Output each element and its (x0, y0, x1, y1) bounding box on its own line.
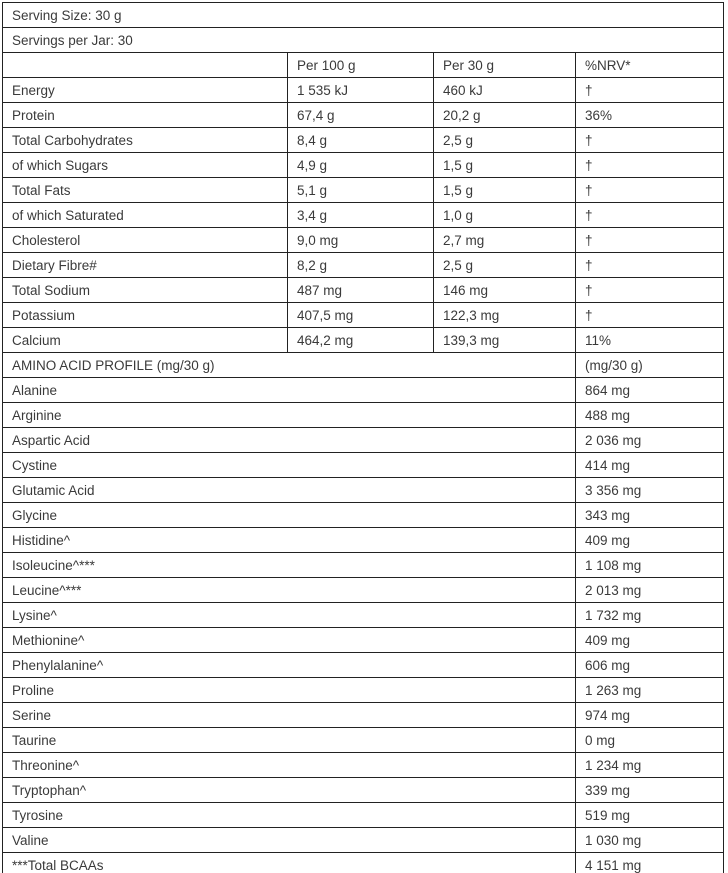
amino-section-title: AMINO ACID PROFILE (mg/30 g) (3, 353, 576, 378)
per100-value: 5,1 g (288, 178, 434, 203)
amino-section-header-row (3, 353, 724, 378)
amino-name: Phenylalanine^ (3, 653, 576, 678)
table-row (3, 403, 724, 428)
per100-value: 464,2 mg (288, 328, 434, 353)
table-row (3, 303, 724, 328)
amino-name: Isoleucine^*** (3, 553, 576, 578)
amino-value: 409 mg (576, 628, 724, 653)
nutrient-name: Protein (3, 103, 288, 128)
table-row (3, 753, 724, 778)
amino-value: 1 263 mg (576, 678, 724, 703)
per30-value: 2,5 g (434, 128, 576, 153)
nrv-value: † (576, 253, 724, 278)
nutrient-name: Total Sodium (3, 278, 288, 303)
amino-name: Aspartic Acid (3, 428, 576, 453)
amino-name: Tyrosine (3, 803, 576, 828)
table-row (3, 553, 724, 578)
column-header-per30: Per 30 g (434, 53, 576, 78)
table-row (3, 478, 724, 503)
servings-per-jar-label: Servings per Jar: 30 (3, 28, 724, 53)
table-row (3, 828, 724, 853)
per30-value: 122,3 mg (434, 303, 576, 328)
table-row (3, 603, 724, 628)
nrv-value: † (576, 78, 724, 103)
per100-value: 4,9 g (288, 153, 434, 178)
nrv-value: 36% (576, 103, 724, 128)
per100-value: 407,5 mg (288, 303, 434, 328)
table-row (3, 678, 724, 703)
amino-value: 1 234 mg (576, 753, 724, 778)
amino-value: 519 mg (576, 803, 724, 828)
amino-value: 606 mg (576, 653, 724, 678)
amino-name: Tryptophan^ (3, 778, 576, 803)
column-header-row (3, 53, 724, 78)
amino-value: 1 108 mg (576, 553, 724, 578)
nrv-value: † (576, 203, 724, 228)
nutrition-facts-table (2, 2, 724, 873)
per30-value: 2,5 g (434, 253, 576, 278)
nutrient-name: Energy (3, 78, 288, 103)
nutrient-name: Dietary Fibre# (3, 253, 288, 278)
amino-value: 3 356 mg (576, 478, 724, 503)
amino-value: 1 732 mg (576, 603, 724, 628)
table-row (3, 378, 724, 403)
amino-value: 339 mg (576, 778, 724, 803)
servings-per-jar-row (3, 28, 724, 53)
amino-name: Methionine^ (3, 628, 576, 653)
amino-value: 974 mg (576, 703, 724, 728)
amino-value: 343 mg (576, 503, 724, 528)
per30-value: 1,5 g (434, 153, 576, 178)
per30-value: 460 kJ (434, 78, 576, 103)
per30-value: 146 mg (434, 278, 576, 303)
amino-name: ***Total BCAAs (3, 853, 576, 873)
serving-size-label: Serving Size: 30 g (3, 3, 724, 28)
table-row (3, 203, 724, 228)
table-row (3, 103, 724, 128)
table-row (3, 278, 724, 303)
per30-value: 20,2 g (434, 103, 576, 128)
amino-value: 414 mg (576, 453, 724, 478)
per100-value: 67,4 g (288, 103, 434, 128)
amino-section-unit: (mg/30 g) (576, 353, 724, 378)
per100-value: 8,4 g (288, 128, 434, 153)
amino-name: Arginine (3, 403, 576, 428)
table-row (3, 78, 724, 103)
nutrient-name: Calcium (3, 328, 288, 353)
table-row (3, 428, 724, 453)
table-row (3, 728, 724, 753)
amino-value: 0 mg (576, 728, 724, 753)
amino-name: Lysine^ (3, 603, 576, 628)
nutrient-name: Total Fats (3, 178, 288, 203)
column-header-blank (3, 53, 288, 78)
nrv-value: † (576, 153, 724, 178)
nrv-value: † (576, 128, 724, 153)
amino-value: 864 mg (576, 378, 724, 403)
amino-name: Proline (3, 678, 576, 703)
amino-name: Threonine^ (3, 753, 576, 778)
column-header-nrv: %NRV* (576, 53, 724, 78)
nrv-value: 11% (576, 328, 724, 353)
per30-value: 2,7 mg (434, 228, 576, 253)
amino-name: Alanine (3, 378, 576, 403)
table-row (3, 628, 724, 653)
per100-value: 3,4 g (288, 203, 434, 228)
amino-name: Glutamic Acid (3, 478, 576, 503)
nutrient-name: Potassium (3, 303, 288, 328)
per30-value: 139,3 mg (434, 328, 576, 353)
amino-name: Histidine^ (3, 528, 576, 553)
per100-value: 9,0 mg (288, 228, 434, 253)
amino-value: 2 013 mg (576, 578, 724, 603)
nrv-value: † (576, 178, 724, 203)
table-row (3, 653, 724, 678)
amino-name: Valine (3, 828, 576, 853)
amino-value: 2 036 mg (576, 428, 724, 453)
nrv-value: † (576, 278, 724, 303)
per30-value: 1,0 g (434, 203, 576, 228)
table-row (3, 853, 724, 873)
nutrient-name: Cholesterol (3, 228, 288, 253)
per100-value: 1 535 kJ (288, 78, 434, 103)
amino-name: Serine (3, 703, 576, 728)
amino-name: Taurine (3, 728, 576, 753)
per100-value: 487 mg (288, 278, 434, 303)
table-row (3, 253, 724, 278)
nutrient-name: Total Carbohydrates (3, 128, 288, 153)
amino-name: Leucine^*** (3, 578, 576, 603)
amino-value: 4 151 mg (576, 853, 724, 873)
nutrient-name: of which Saturated (3, 203, 288, 228)
table-row (3, 778, 724, 803)
amino-name: Cystine (3, 453, 576, 478)
column-header-per100: Per 100 g (288, 53, 434, 78)
amino-value: 488 mg (576, 403, 724, 428)
amino-value: 409 mg (576, 528, 724, 553)
table-row (3, 453, 724, 478)
nutrient-name: of which Sugars (3, 153, 288, 178)
table-row (3, 128, 724, 153)
table-row (3, 153, 724, 178)
per30-value: 1,5 g (434, 178, 576, 203)
amino-value: 1 030 mg (576, 828, 724, 853)
amino-name: Glycine (3, 503, 576, 528)
per100-value: 8,2 g (288, 253, 434, 278)
table-row (3, 178, 724, 203)
nrv-value: † (576, 303, 724, 328)
table-row (3, 703, 724, 728)
table-row (3, 503, 724, 528)
nrv-value: † (576, 228, 724, 253)
table-row (3, 328, 724, 353)
serving-size-row (3, 3, 724, 28)
table-row (3, 578, 724, 603)
table-row (3, 228, 724, 253)
table-row (3, 803, 724, 828)
table-row (3, 528, 724, 553)
